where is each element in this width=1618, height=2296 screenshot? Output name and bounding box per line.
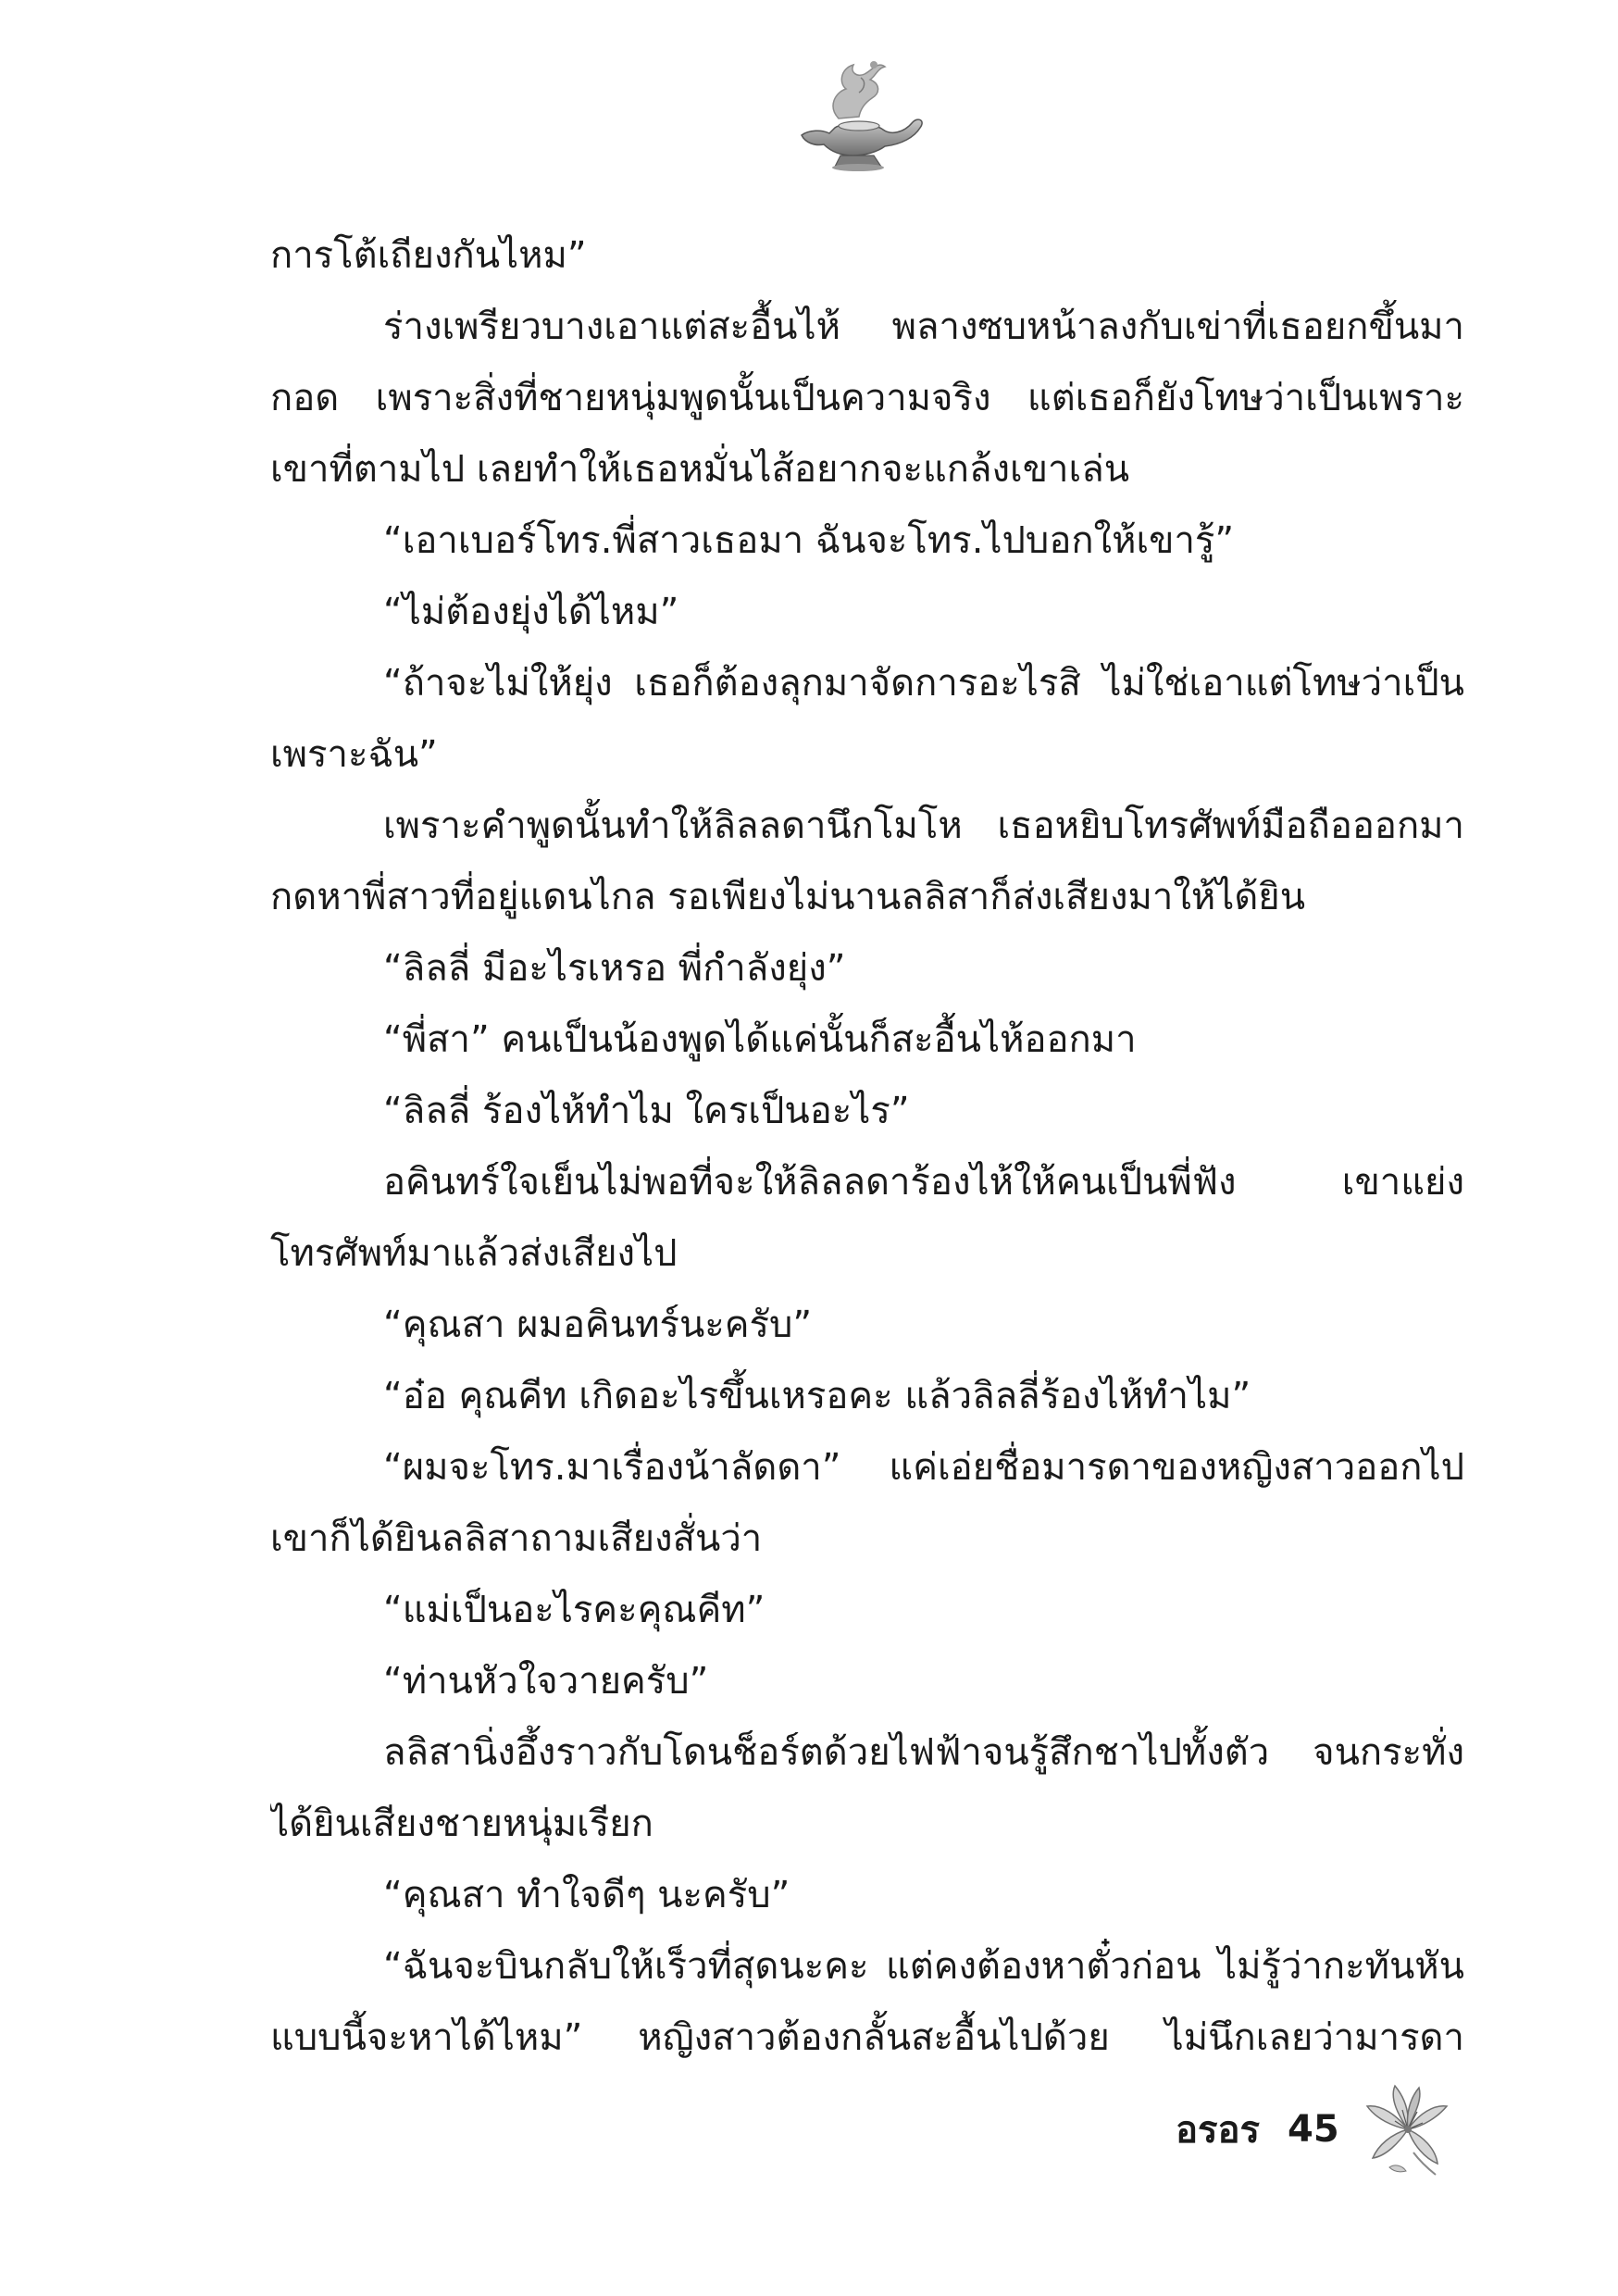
text-line: กอด เพราะสิ่งที่ชายหนุ่มพูดนั้นเป็นความจริง แต่เธอก็ยังโทษว่าเป็นเพราะ — [270, 377, 1464, 419]
text-line: โทรศัพท์มาแล้วส่งเสียงไป — [270, 1232, 678, 1275]
text-line: “ถ้าจะไม่ให้ยุ่ง เธอก็ต้องลุกมาจัดการอะไรสิ ไม่ใช่เอาแต่โทษว่าเป็น — [383, 662, 1464, 705]
text-line: การโต้เถียงกันไหม” — [270, 234, 587, 277]
text-line: แบบนี้จะหาได้ไหม” หญิงสาวต้องกลั้นสะอื้นไปด้วย ไม่นึกเลยว่ามารดา — [270, 2016, 1464, 2059]
text-line: เพราะฉัน” — [270, 733, 438, 776]
page-footer — [1176, 2092, 1454, 2166]
text-line: “ผมจะโทร.มาเรื่องน้าลัดดา” แค่เอ่ยชื่อมารดาของหญิงสาวออกไป — [383, 1446, 1464, 1489]
text-line: “พี่สา” คนเป็นน้องพูดได้แค่นั้นก็สะอื้นไห้ออกมา — [383, 1018, 1137, 1061]
text-line: “ท่านหัวใจวายครับ” — [383, 1660, 709, 1703]
text-line: “คุณสา ผมอคินทร์นะครับ” — [383, 1304, 813, 1346]
text-line: “ลิลลี่ ร้องไห้ทำไม ใครเป็นอะไร” — [383, 1090, 910, 1132]
text-line: “อ๋อ คุณคีท เกิดอะไรขึ้นเหรอคะ แล้วลิลลี่ร้องไห้ทำไม” — [383, 1375, 1251, 1417]
text-line: เขาที่ตามไป เลยทำให้เธอหมั่นไส้อยากจะแกล้งเขาเล่น — [270, 448, 1130, 491]
text-line: ลลิสานิ่งอึ้งราวกับโดนช็อร์ตด้วยไฟฟ้าจนรู้สึกชาไปทั้งตัว จนกระทั่ง — [383, 1731, 1464, 1774]
text-line: ได้ยินเสียงชายหนุ่มเรียก — [270, 1803, 653, 1845]
text-line: เพราะคำพูดนั้นทำให้ลิลลดานึกโมโห เธอหยิบโทรศัพท์มือถือออกมา — [383, 805, 1464, 847]
page-number: 45 — [1288, 2108, 1339, 2151]
text-line: “แม่เป็นอะไรคะคุณคีท” — [383, 1589, 765, 1631]
text-line: อคินทร์ใจเย็นไม่พอที่จะให้ลิลลดาร้องไห้ให้คนเป็นพี่ฟัง เขาแย่ง — [383, 1161, 1464, 1204]
lily-flower-icon — [1362, 2078, 1454, 2180]
text-line: ร่างเพรียวบางเอาแต่สะอื้นไห้ พลางซบหน้าลงกับเข่าที่เธอยกขึ้นมา — [383, 306, 1464, 348]
text-line: “เอาเบอร์โทร.พี่สาวเธอมา ฉันจะโทร.ไปบอกให้เขารู้” — [383, 519, 1235, 562]
text-line: เขาก็ได้ยินลลิสาถามเสียงสั่นว่า — [270, 1517, 763, 1560]
body-text — [270, 220, 1464, 2074]
text-line: “ไม่ต้องยุ่งได้ไหม” — [383, 591, 679, 633]
text-line: “ลิลลี่ มีอะไรเหรอ พี่กำลังยุ่ง” — [383, 947, 846, 990]
book-title: อรอร — [1176, 2109, 1261, 2152]
text-line: “ฉันจะบินกลับให้เร็วที่สุดนะคะ แต่คงต้องหาตั๋วก่อน ไม่รู้ว่ากะทันหัน — [383, 1945, 1464, 1988]
genie-lamp-icon — [781, 56, 929, 176]
text-line: กดหาพี่สาวที่อยู่แดนไกล รอเพียงไม่นานลลิสาก็ส่งเสียงมาให้ได้ยิน — [270, 876, 1306, 918]
text-line: “คุณสา ทำใจดีๆ นะครับ” — [383, 1874, 790, 1916]
